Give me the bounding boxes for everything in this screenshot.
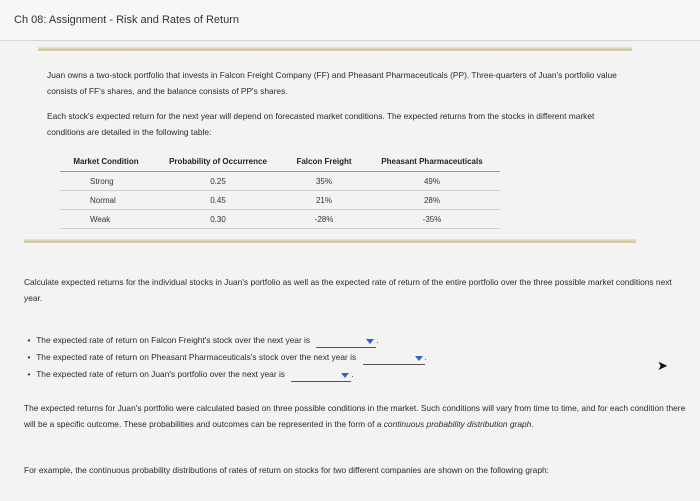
bullet-icon: • [27,352,31,362]
question-item: • The expected rate of return on Falcon Freight's stock over the next year is . [24,332,427,349]
market-condition-cell: Normal [90,195,116,205]
question-text: The expected rate of return on Falcon Freight's stock over the next year is [36,335,311,345]
instructions-paragraph: Calculate expected returns for the individual stocks in Juan's portfolio as well as the expected rate of return of the entire portfolio over the three possible market conditions next year. [24,277,672,303]
probability-cell: 0.30 [210,214,226,224]
pheasant-return-cell: -35% [422,214,442,224]
table-row [60,191,500,210]
pheasant-return-dropdown[interactable] [363,352,425,365]
table-header-row [60,154,500,172]
mouse-pointer-icon: ➤ [657,358,668,373]
column-header-probability: Probability of Occurrence [152,154,284,172]
portfolio-return-dropdown[interactable] [291,369,351,382]
question-item: • The expected rate of return on Pheasant Pharmaceuticals's stock over the next year is . [24,349,427,366]
falcon-return-cell: 21% [315,195,332,205]
closing-paragraph [24,400,688,432]
market-condition-cell: Strong [90,176,114,186]
probability-cell: 0.25 [210,176,226,186]
falcon-return-cell: 35% [315,176,332,186]
returns-table [60,154,500,229]
closing-text: The expected returns for Juan's portfolio were calculated based on three possible conditions in the market. Such conditions will vary from time to time, and for each condition there will be a specific outcome. These probabilities and outcomes can be represented in the form of a [24,403,686,429]
caret-down-icon[interactable] [341,373,349,378]
column-header-market-condition: Market Condition [60,154,152,172]
column-header-pheasant-pharmaceuticals: Pheasant Pharmaceuticals [364,154,500,172]
caret-down-icon[interactable] [366,339,374,344]
title-bar [0,0,700,41]
graph-intro-paragraph: For example, the continuous probability distributions of rates of return on stocks for two different companies are shown on the following graph: [24,465,549,475]
falcon-return-cell: -28% [314,214,334,224]
closing-italic-term: continuous probability distribution graph [383,419,532,429]
caret-down-icon[interactable] [415,356,423,361]
bullet-icon: • [27,369,31,379]
bullet-icon: • [27,335,31,345]
question-text: The expected rate of return on Juan's portfolio over the next year is [36,369,285,379]
page-title: Ch 08: Assignment - Risk and Rates of Return [14,14,239,26]
table-row [60,172,500,191]
market-condition-cell: Weak [90,214,111,224]
question-item: • The expected rate of return on Juan's portfolio over the next year is . [24,366,427,383]
pheasant-return-cell: 28% [423,195,440,205]
falcon-return-dropdown[interactable] [316,335,376,348]
closing-end: . [531,419,534,429]
questions-list [24,332,427,383]
column-header-falcon-freight: Falcon Freight [284,154,364,172]
table-row [60,210,500,229]
table-intro-paragraph: Each stock's expected return for the next year will depend on forecasted market conditions. The expected returns from the stocks in different market conditions are detailed in the following table: [47,111,595,137]
probability-cell: 0.45 [210,195,226,205]
question-text: The expected rate of return on Pheasant Pharmaceuticals's stock over the next year is [36,352,357,362]
intro-paragraph: Juan owns a two-stock portfolio that invests in Falcon Freight Company (FF) and Pheasant Pharmaceuticals (PP). Three-quarters of Juan's portfolio value consists of FF's shares, and the balance consists of PP's shares. [47,70,617,96]
divider [38,47,632,51]
divider [24,239,636,243]
pheasant-return-cell: 49% [423,176,440,186]
